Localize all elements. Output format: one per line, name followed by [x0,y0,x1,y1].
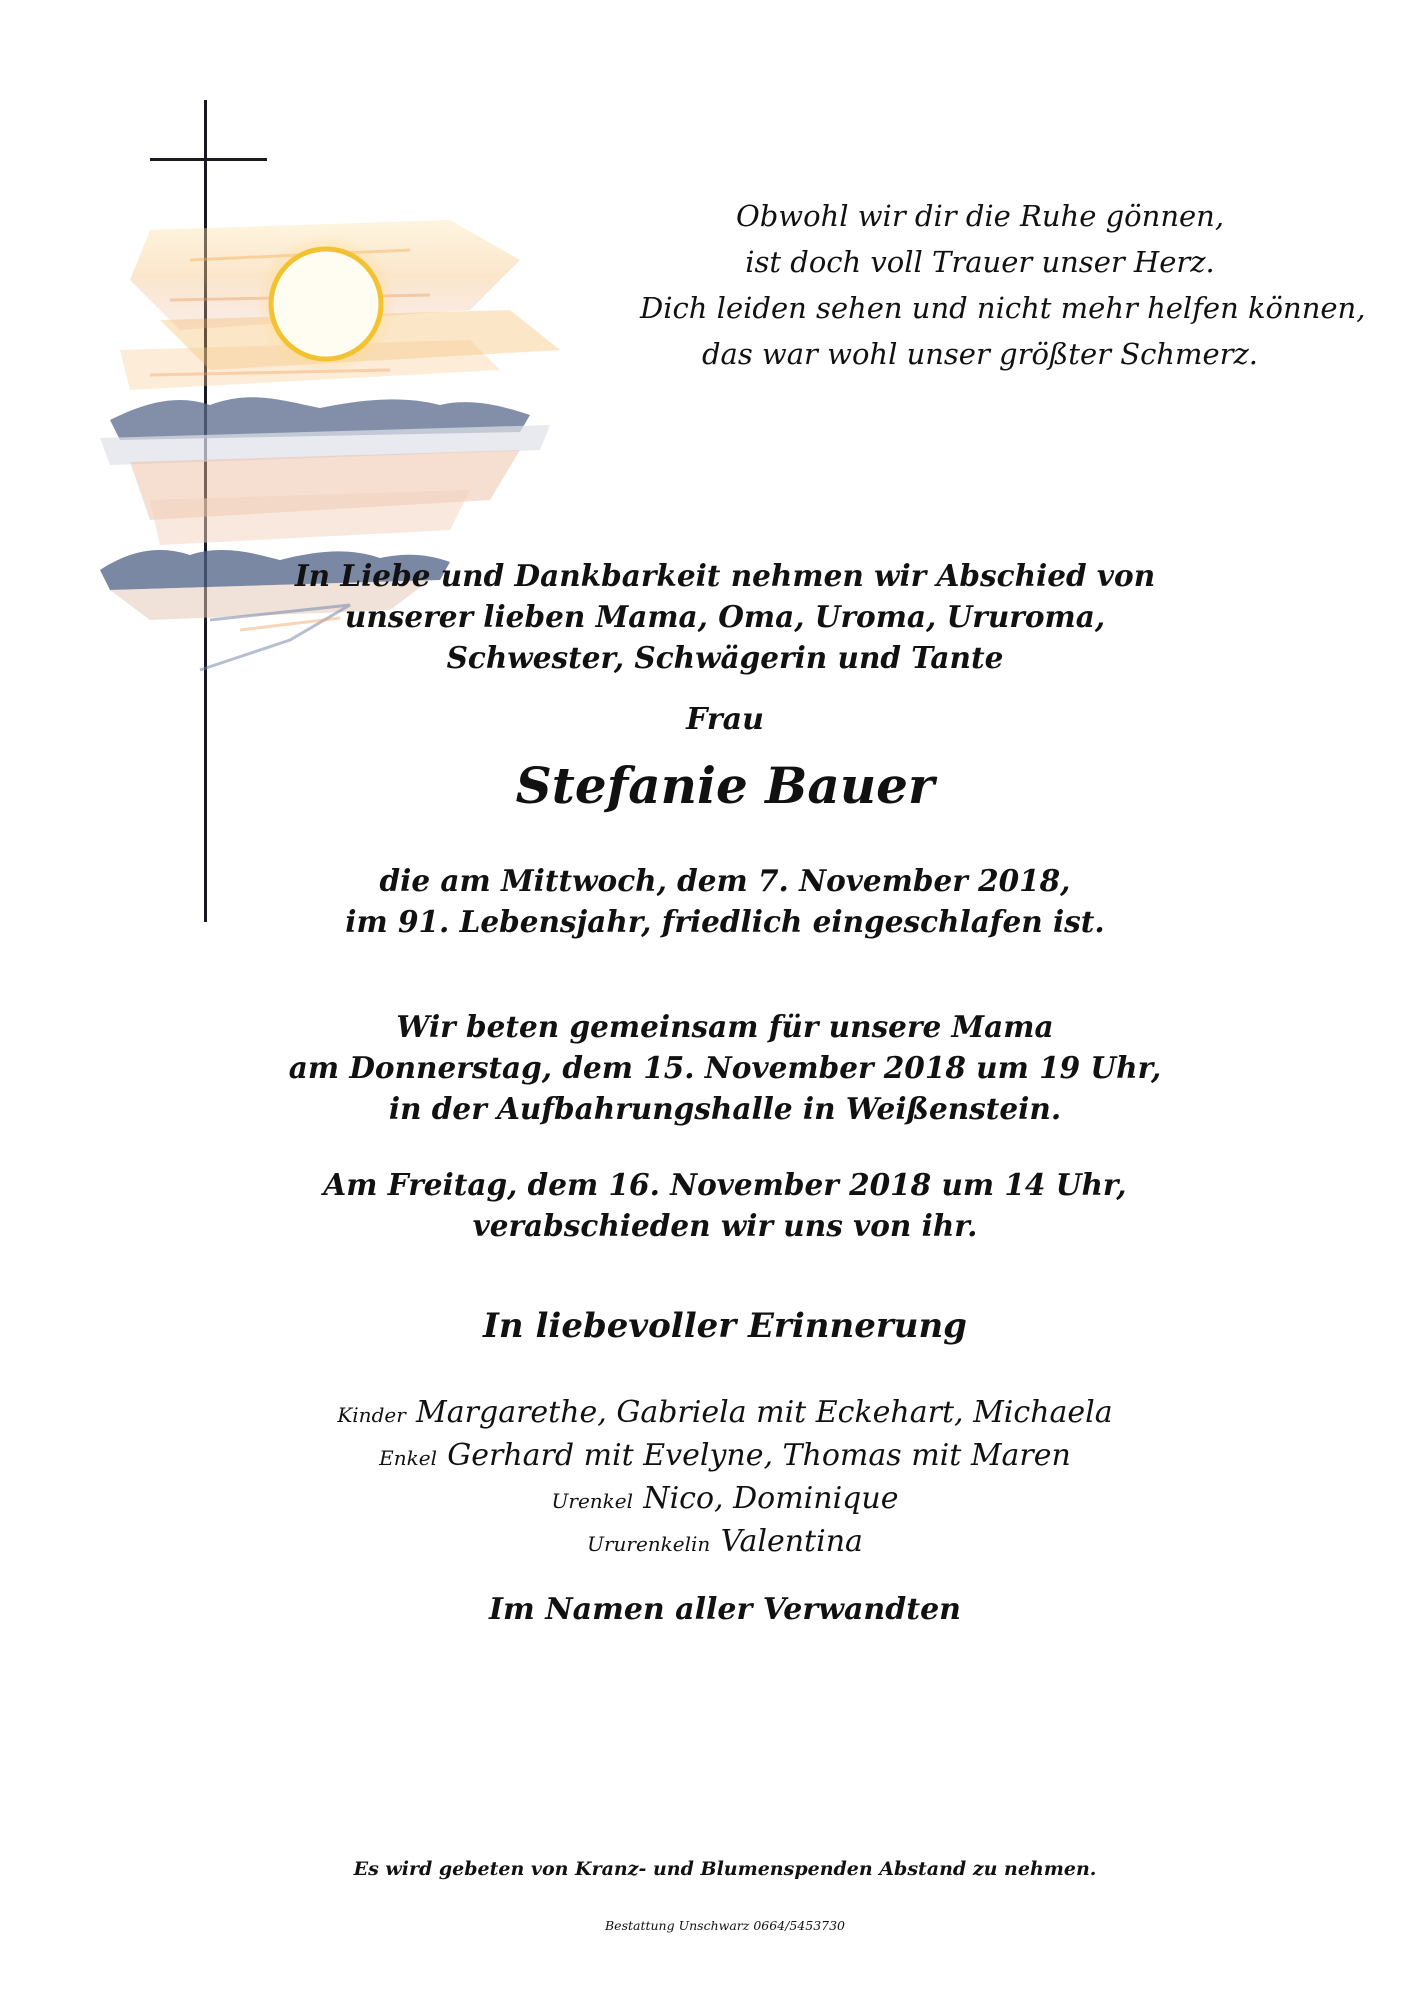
salutation: Frau [686,702,764,737]
funeral-line: Am Freitag, dem 16. November 2018 um 14 Uhr, [323,1167,1127,1202]
intro-line: In Liebe und Dankbarkeit nehmen wir Abschied von [294,558,1156,593]
family-names: Valentina [720,1524,863,1559]
poem-line: das war wohl unser größter Schmerz. [701,337,1259,371]
family-names: Gerhard mit Evelyne, Thomas mit Maren [447,1438,1071,1473]
poem-line: ist doch voll Trauer unser Herz. [745,245,1215,279]
death-notice [270,860,1180,942]
prayer-line: Wir beten gemeinsam für unsere Mama [396,1009,1054,1044]
intro-line: unserer lieben Mama, Oma, Uroma, Ururoma, [344,599,1106,634]
poem-line: Obwohl wir dir die Ruhe gönnen, [735,199,1225,233]
family-list [270,1392,1180,1564]
family-row [270,1478,1180,1521]
closing-signature: Im Namen aller Verwandten [489,1592,961,1627]
family-role: Kinder [337,1403,406,1427]
intro-line: Schwester, Schwägerin und Tante [446,640,1004,675]
family-names: Margarethe, Gabriela mit Eckehart, Michaela [416,1395,1113,1430]
funeral-notice [270,1164,1180,1246]
family-names: Nico, Dominique [643,1481,899,1516]
donation-note: Es wird gebeten von Kranz- und Blumenspenden Abstand zu nehmen. [353,1858,1097,1880]
death-notice-line: die am Mittwoch, dem 7. November 2018, [379,863,1071,898]
funeral-line: verabschieden wir uns von ihr. [472,1208,978,1243]
prayer-notice [270,1006,1180,1129]
family-row [270,1435,1180,1478]
sun-shape [271,249,381,359]
family-role: Enkel [379,1446,437,1470]
family-row [270,1392,1180,1435]
farewell-intro [270,555,1180,678]
family-role: Ururenkelin [587,1532,711,1556]
prayer-line: in der Aufbahrungshalle in Weißenstein. [388,1091,1062,1126]
poem-line: Dich leiden sehen und nicht mehr helfen können, [640,291,1366,325]
memorial-poem [640,193,1366,377]
deceased-name: Stefanie Bauer [515,756,935,815]
death-notice-line: im 91. Lebensjahr, friedlich eingeschlafen ist. [345,904,1105,939]
prayer-line: am Donnerstag, dem 15. November 2018 um 19 Uhr, [288,1050,1162,1085]
family-role: Urenkel [551,1489,634,1513]
funeral-home-contact: Bestattung Unschwarz 0664/5453730 [604,1918,846,1933]
memory-heading: In liebevoller Erinnerung [483,1306,967,1346]
family-row [270,1521,1180,1564]
cross-horizontal-beam [150,158,267,161]
